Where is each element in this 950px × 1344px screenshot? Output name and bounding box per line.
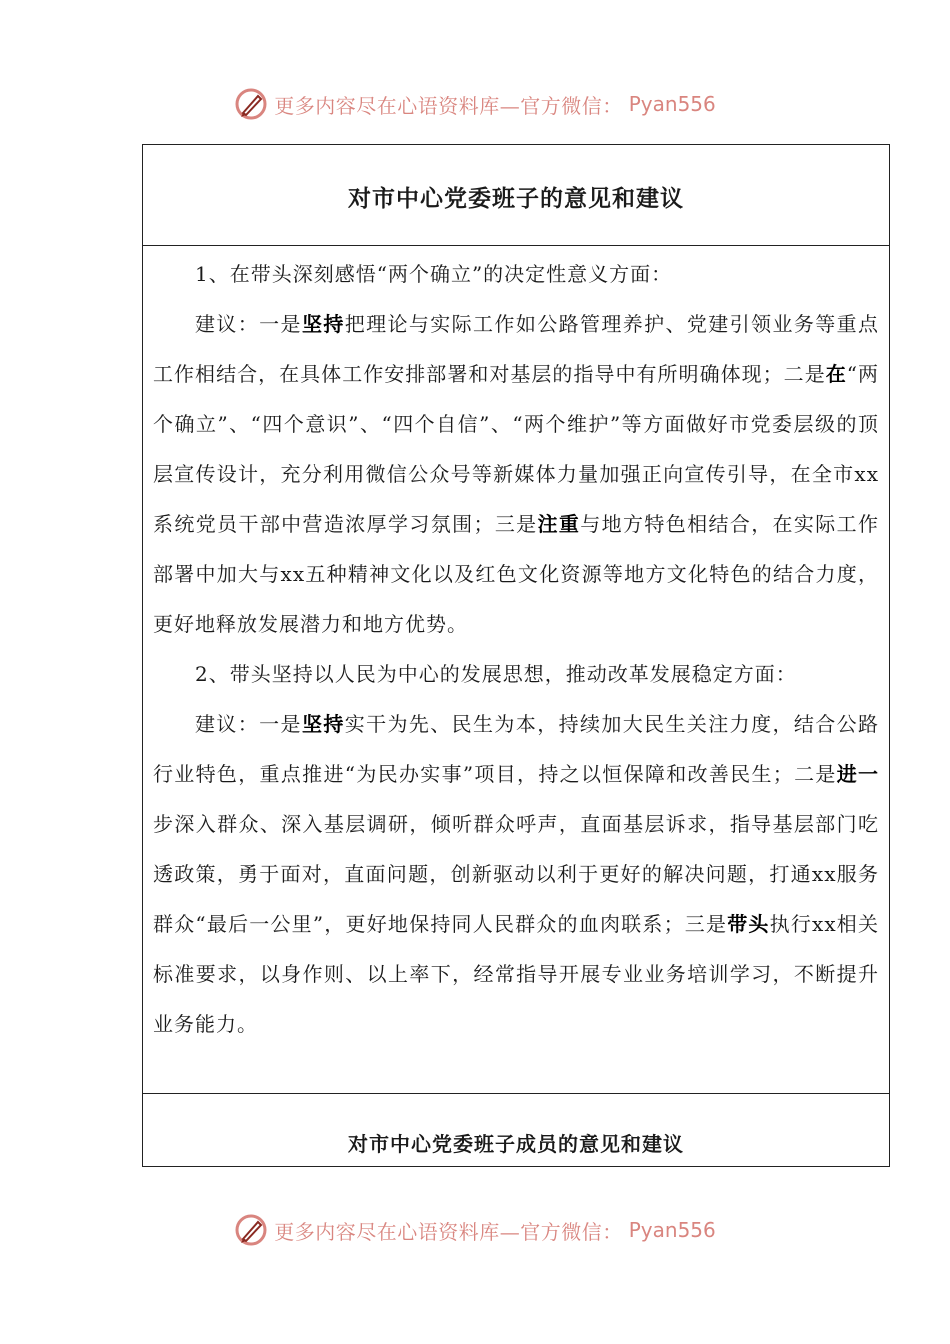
section-body bbox=[153, 249, 879, 1049]
section-body-row bbox=[143, 245, 889, 1094]
item2-paragraph: 建议：一是坚持实干为先、民生为本，持续加大民生关注力度，结合公路行业特色，重点推进“为民办实事”项目，持之以恒保障和改善民生；二是进一步深入群众、深入基层调研，倾听群众呼声，直面基层诉求，指导基层部门吃透政策，勇于面对，直面问题，创新驱动以利于更好的解决问题，打通xx服务群众“最后一公里”，更好地保持同人民群众的血肉联系；三是带头执行xx相关标准要求，以身作则、以上率下，经常指导开展专业业务培训学习，不断提升业务能力。 bbox=[153, 712, 880, 1036]
watermark-handle: Pyan556 bbox=[628, 92, 716, 116]
item1-paragraph: 建议：一是坚持把理论与实际工作如公路管理养护、党建引领业务等重点工作相结合，在具体工作安排部署和对基层的指导中有所明确体现；二是在“两个确立”、“四个意识”、“四个自信”、“两个维护”等方面做好市党委层级的顶层宣传设计，充分利用微信公众号等新媒体力量加强正向宣传引导，在全市xx系统党员干部中营造浓厚学习氛围；三是注重与地方特色相结合，在实际工作部署中加大与xx五种精神文化以及红色文化资源等地方文化特色的结合力度，更好地释放发展潜力和地方优势。 bbox=[153, 312, 880, 636]
watermark-text: 更多内容尽在心语资料库—官方微信： bbox=[274, 1219, 623, 1244]
watermark-handle: Pyan556 bbox=[628, 1218, 716, 1242]
section-title-row bbox=[143, 145, 889, 246]
pen-logo-icon bbox=[234, 1213, 268, 1247]
subsection-title: 对市中心党委班子成员的意见和建议 bbox=[348, 1132, 684, 1156]
pen-logo-icon bbox=[234, 87, 268, 121]
subsection-title-row bbox=[143, 1094, 889, 1166]
section-title: 对市中心党委班子的意见和建议 bbox=[348, 184, 684, 212]
document-table bbox=[142, 144, 890, 1167]
watermark-footer bbox=[0, 1210, 950, 1250]
watermark-text: 更多内容尽在心语资料库—官方微信： bbox=[274, 93, 623, 118]
watermark-header bbox=[0, 84, 950, 124]
item2-heading: 2、带头坚持以人民为中心的发展思想，推动改革发展稳定方面： bbox=[195, 662, 797, 686]
item1-heading: 1、在带头深刻感悟“两个确立”的决定性意义方面： bbox=[195, 262, 673, 286]
